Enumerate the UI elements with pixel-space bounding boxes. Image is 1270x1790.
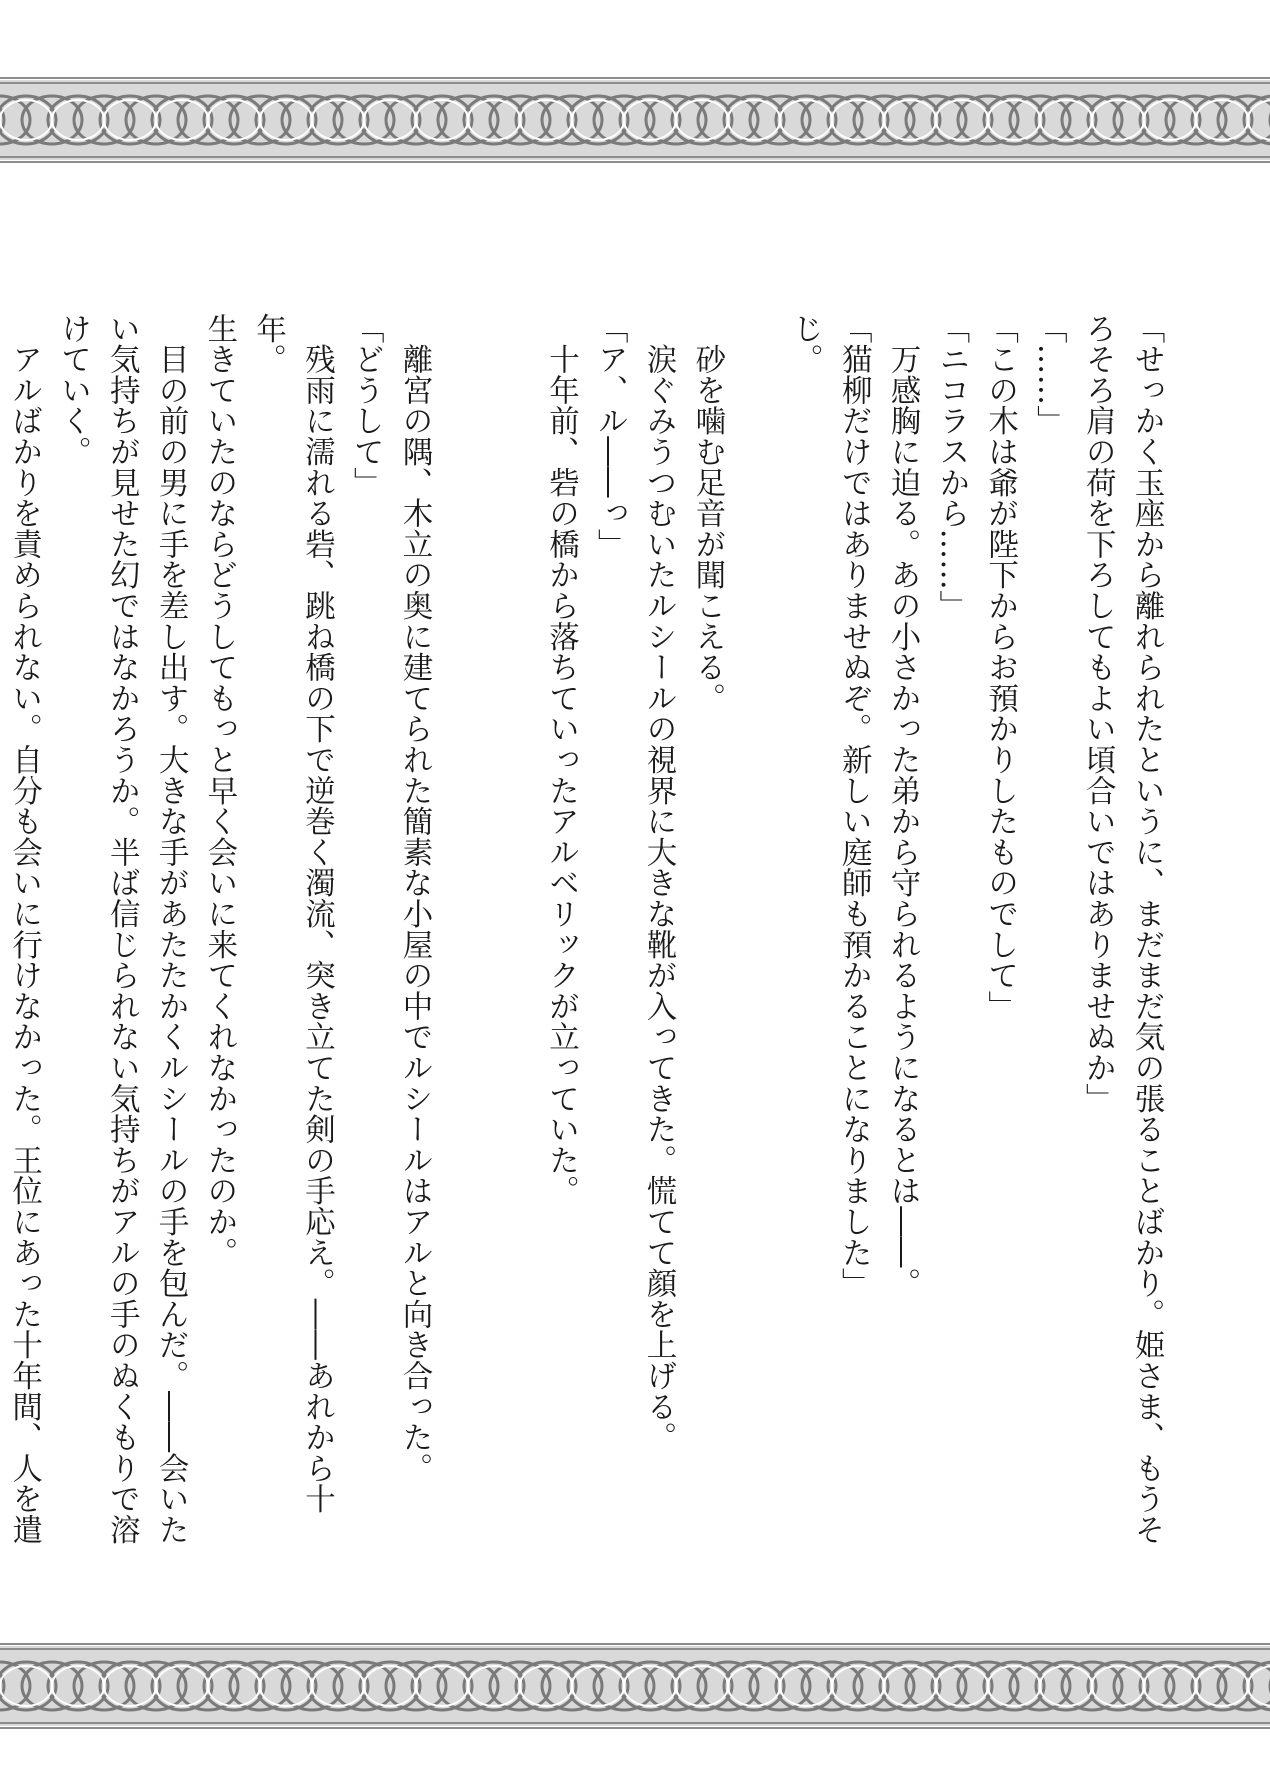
text-line: 「……」 [1031,313,1067,437]
text-line: 「この木は爺が陛下からお預かりしたものでして」 [982,313,1018,1022]
text-line: ろそろ肩の荷を下ろしてもよい頃合いではありませぬか」 [1080,313,1116,1114]
text-line: けていく。 [55,313,91,467]
text-line: い気持ちが見せた幻ではなかろうか。半ば信じられない気持ちがアルの手のぬくもりで溶 [104,313,140,1545]
bottom-celtic-border [0,1640,1270,1732]
text-line: 「せっかく玉座から離れられたというに、まだまだ気の張ることばかり。姫さま、もうそ [1129,313,1164,1545]
text-line: 涙ぐみうつむいたルシールの視界に大きな靴が入ってきた。慌てて顔を上げる。 [641,313,677,1453]
blank-line [731,313,780,1553]
text-line: 「ニコラスから……」 [933,313,969,621]
text-line: 離宮の隅、木立の奥に建てられた簡素な小屋の中でルシールはアルと向き合った。 [397,313,433,1484]
blank-line [438,313,487,1553]
text-line: 「ア、ル――っ」 [592,313,628,560]
text-line: 「どうして」 [348,313,384,498]
text-line: 「猫柳だけではありませぬぞ。新しい庭師も預かることになりました」 [836,313,872,1299]
text-line: 目の前の男に手を差し出す。大きな手があたたかくルシールの手を包んだ。――会いた [153,313,189,1545]
top-celtic-border [0,74,1270,166]
vertical-text-body [0,313,1170,1553]
text-line: じ。 [787,313,823,375]
text-line: 万感胸に迫る。あの小さかった弟から守られるようになるとは――。 [885,313,921,1299]
blank-line [487,313,536,1553]
celtic-knot-ornament-top [0,74,1270,166]
text-line: 砂を噛む足音が聞こえる。 [689,313,725,714]
text-line: 残雨に濡れる砦、跳ね橋の下で逆巻く濁流、突き立てた剣の手応え。――あれから十年。 [250,313,335,1515]
text-line: 生きていたのならどうしてもっと早く会いに来てくれなかったのか。 [201,313,237,1268]
text-line: アルばかりを責められない。自分も会いに行けなかった。王位にあった十年間、人を遣 [6,313,42,1545]
celtic-knot-ornament-bottom [0,1640,1270,1732]
text-line: 十年前、砦の橋から落ちていったアルベリックが立っていた。 [543,313,579,1207]
